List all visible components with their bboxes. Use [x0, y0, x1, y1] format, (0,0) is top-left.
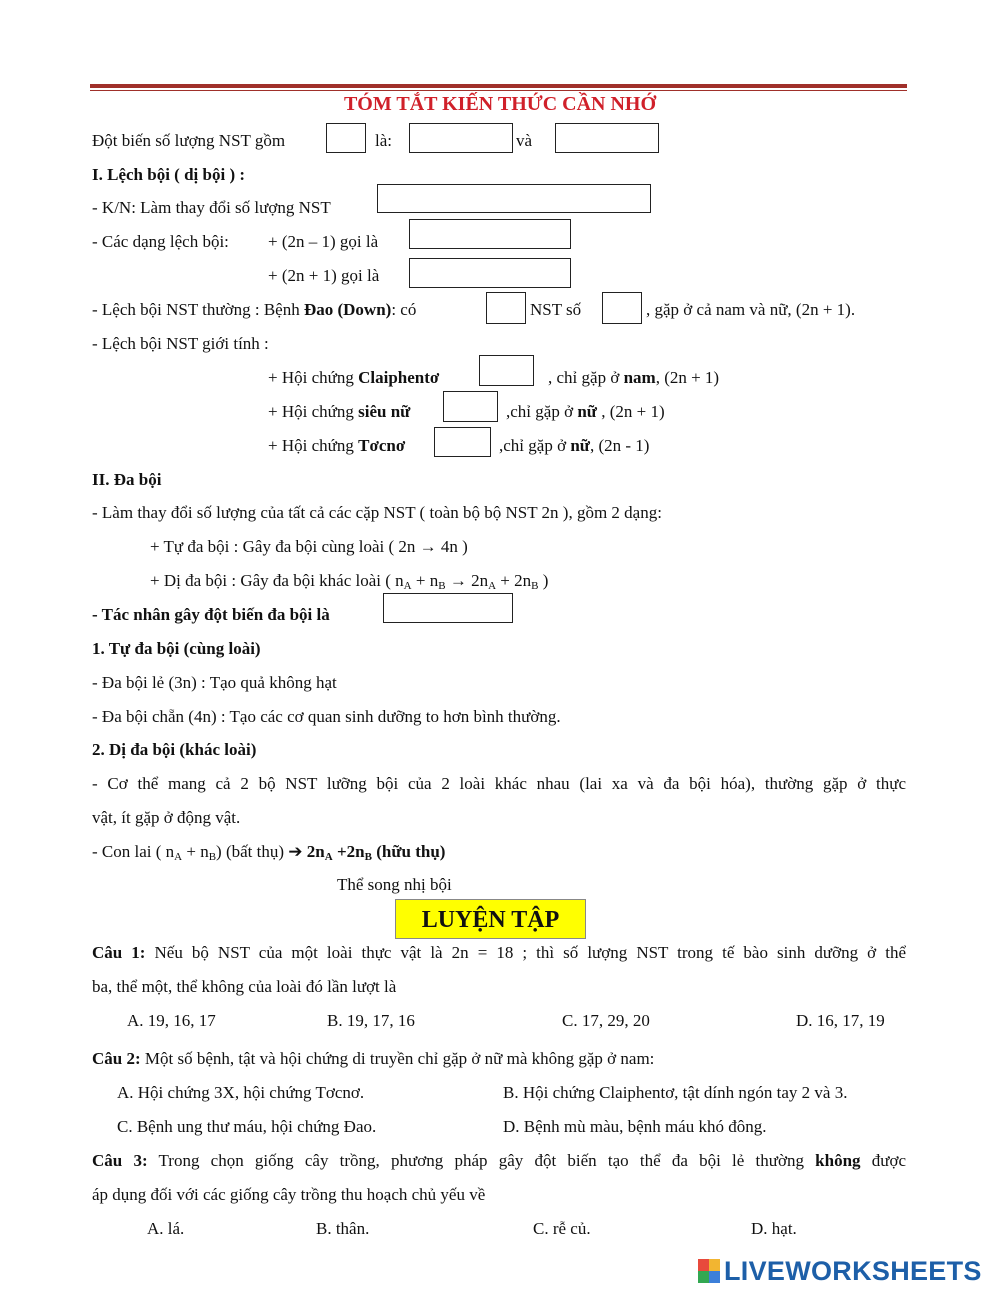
- arrow-icon: →: [445, 571, 472, 590]
- close-paren: ): [538, 571, 549, 590]
- tacnhan-text: - Tác nhân gây đột biến đa bội là: [92, 605, 330, 624]
- plus-2n: + 2n: [496, 571, 532, 590]
- sub-a4: A: [324, 851, 333, 863]
- two-n: 2n: [471, 571, 489, 590]
- cothe-line-2: vật, ít gặp ở động vật.: [92, 808, 241, 827]
- thuong-pre: - Lệch bội NST thường : Bệnh: [92, 300, 304, 319]
- tu-pre: + Tự đa bội : Gây đa bội cùng loài ( 2n: [150, 537, 420, 556]
- liveworksheets-logo-text: LIVEWORKSHEETS: [724, 1256, 982, 1286]
- claiphento-post-a: , chỉ gặp ở: [548, 368, 624, 387]
- di-pre: + Dị đa bội : Gây đa bội khác loài ( n: [150, 571, 404, 590]
- q3-line-1: [92, 1151, 906, 1171]
- plus-n2: + n: [182, 842, 209, 861]
- page-title: TÓM TẮT KIẾN THỨC CẦN NHỚ: [343, 93, 657, 115]
- q1-label: Câu 1:: [92, 943, 146, 962]
- thuong-mid: : có: [391, 300, 417, 319]
- thuong-post-text: , gặp ở cả nam và nữ, (2n + 1).: [646, 300, 856, 319]
- q3-label: Câu 3:: [92, 1151, 148, 1170]
- arrow-icon: →: [419, 537, 437, 556]
- tu-dabo-text: [150, 537, 468, 557]
- q1-option-c[interactable]: C. 17, 29, 20: [562, 1011, 650, 1030]
- kn-text: - K/N: Làm thay đổi số lượng NST: [92, 198, 331, 217]
- sieunu-pre: + Hội chứng: [268, 402, 359, 421]
- tocno-post-a: ,chỉ gặp ở: [499, 436, 571, 455]
- claiphento-post: [548, 368, 719, 388]
- answer-box-2[interactable]: [409, 123, 513, 153]
- sub-b: B: [438, 580, 446, 592]
- header-rule-thick: [90, 84, 907, 88]
- q2-option-c[interactable]: C. Bệnh ung thư máu, hội chứng Đao.: [117, 1117, 377, 1136]
- sub-a3: A: [174, 851, 183, 863]
- tocno-text: [268, 436, 405, 456]
- sieunu-post-c: , (2n + 1): [596, 402, 665, 421]
- answer-box-12[interactable]: [383, 593, 513, 623]
- sub1-heading: 1. Tự đa bội (cùng loài): [92, 639, 261, 658]
- sieunu-post-a: ,chỉ gặp ở: [506, 402, 578, 421]
- q2-option-a[interactable]: A. Hội chứng 3X, hội chứng Tơcnơ.: [117, 1083, 365, 1102]
- logo-square-red: [698, 1259, 709, 1271]
- tu-post: 4n ): [436, 537, 468, 556]
- q1-line-2: ba, thể một, thể không của loài đó lần lượt là: [92, 977, 397, 996]
- tocno-post-c: , (2n - 1): [589, 436, 650, 455]
- two-n-bold2: 2n: [346, 842, 365, 861]
- liveworksheets-logo[interactable]: [698, 1258, 982, 1284]
- q1-option-a[interactable]: A. 19, 16, 17: [127, 1011, 216, 1030]
- q3-option-d[interactable]: D. hạt.: [751, 1219, 797, 1238]
- q1-option-b[interactable]: B. 19, 17, 16: [327, 1011, 415, 1030]
- claiphento-post-b: nam: [623, 368, 656, 387]
- conlai-pre: - Con lai ( n: [92, 842, 175, 861]
- sub-a: A: [403, 580, 412, 592]
- answer-box-6[interactable]: [409, 258, 571, 288]
- q2-line: [92, 1049, 654, 1069]
- claiphento-text: [268, 368, 439, 388]
- dang-label: - Các dạng lệch bội:: [92, 232, 229, 251]
- tocno-bold: Tơcnơ: [358, 436, 406, 455]
- two-n-bold: 2n: [306, 842, 325, 861]
- q3-option-a[interactable]: A. lá.: [147, 1219, 185, 1238]
- claiphento-pre: + Hội chứng: [268, 368, 359, 387]
- q3-text-c: được: [860, 1151, 906, 1170]
- q1-line-1: [92, 943, 906, 963]
- answer-box-7[interactable]: [486, 292, 526, 324]
- conlai-text: - Con lai ( $n_A + n_B$) (bất thụ) ➔ $2n_A +2n_B$ (hữu thụ): [92, 842, 446, 863]
- liveworksheets-logo-icon: [698, 1259, 720, 1283]
- answer-box-4[interactable]: [377, 184, 651, 213]
- conlai-huuthu: (hữu thụ): [371, 842, 446, 861]
- dabo-le-text: - Đa bội lẻ (3n) : Tạo quả không hạt: [92, 673, 337, 692]
- intro-text-la: là:: [375, 131, 392, 150]
- q1-option-d[interactable]: D. 16, 17, 19: [796, 1011, 885, 1030]
- q3-text-a: Trong chọn giống cây trồng, phương pháp gây đột biến tạo thể đa bội lẻ thường: [147, 1151, 816, 1170]
- q2-text: Một số bệnh, tật và hội chứng di truyền chỉ gặp ở nữ mà không gặp ở nam:: [140, 1049, 655, 1068]
- logo-square-blue: [709, 1271, 720, 1283]
- q3-option-c[interactable]: C. rễ củ.: [533, 1219, 591, 1238]
- tocno-post: [499, 436, 649, 456]
- q2-option-d[interactable]: D. Bệnh mù màu, bệnh máu khó đông.: [503, 1117, 767, 1136]
- q3-option-b[interactable]: B. thân.: [316, 1219, 370, 1238]
- claiphento-bold: Claiphentơ: [358, 368, 440, 387]
- dabo-desc: - Làm thay đổi số lượng của tất cả các cặp NST ( toàn bộ bộ NST 2n ), gồm 2 dạng:: [92, 503, 662, 522]
- plus-n: + n: [411, 571, 439, 590]
- sub-a2: A: [488, 580, 497, 592]
- answer-box-1[interactable]: [326, 123, 366, 153]
- sub2-heading: 2. Dị đa bội (khác loài): [92, 740, 257, 759]
- answer-box-8[interactable]: [602, 292, 642, 324]
- thuong-text: [92, 300, 416, 320]
- answer-box-10[interactable]: [443, 391, 498, 422]
- thuong-nst-text: NST số: [530, 300, 582, 319]
- section-1-heading: I. Lệch bội ( dị bội ) :: [92, 165, 246, 184]
- section-2-heading: II. Đa bội: [92, 470, 162, 489]
- intro-text: Đột biến số lượng NST gồm: [92, 131, 286, 150]
- sieunu-post-b: nữ: [577, 402, 597, 421]
- logo-square-yellow: [709, 1259, 720, 1271]
- sieunu-text: [268, 402, 410, 422]
- gioitinh-text: - Lệch bội NST giới tính :: [92, 334, 269, 353]
- cothe-line-1: - Cơ thể mang cả 2 bộ NST lưỡng bội của 2 loài khác nhau (lai xa và đa bội hóa), thường gặp ở thực: [92, 774, 906, 793]
- dabo-chan-text: - Đa bội chẵn (4n) : Tạo các cơ quan sinh dưỡng to hơn bình thường.: [92, 707, 561, 726]
- q1-text-1: Nếu bộ NST của một loài thực vật là 2n = 18 ; thì số lượng NST trong tế bào sinh dưỡng ở thể: [145, 943, 906, 962]
- answer-box-3[interactable]: [555, 123, 659, 153]
- sub-b3: B: [208, 851, 217, 863]
- sub-b4: B: [364, 851, 372, 863]
- thuong-bold: Đao (Down): [303, 300, 392, 319]
- dang-b-text: + (2n + 1) gọi là: [268, 266, 380, 285]
- claiphento-post-c: , (2n + 1): [655, 368, 720, 387]
- di-dabo-text: [150, 571, 548, 591]
- conlai-mid: ) (bất thụ): [216, 842, 289, 861]
- tocno-post-b: nữ: [570, 436, 590, 455]
- arrow-right-icon: ➔: [288, 842, 303, 861]
- song-nhi-boi-text: Thể song nhị bội: [337, 875, 452, 894]
- header-rule-thin: [90, 90, 907, 91]
- answer-box-5[interactable]: [409, 219, 571, 249]
- q2-label: Câu 2:: [92, 1049, 141, 1068]
- dang-a-text: + (2n – 1) gọi là: [268, 232, 379, 251]
- practice-banner: LUYỆN TẬP: [395, 899, 586, 939]
- sieunu-post: [506, 402, 665, 422]
- q2-option-b[interactable]: B. Hội chứng Claiphentơ, tật dính ngón tay 2 và 3.: [503, 1083, 848, 1102]
- q3-line-2: áp dụng đối với các giống cây trồng thu hoạch chủ yếu về: [92, 1185, 486, 1204]
- intro-text-va: và: [516, 131, 533, 150]
- answer-box-9[interactable]: [479, 355, 534, 386]
- sieunu-bold: siêu nữ: [358, 402, 411, 421]
- answer-box-11[interactable]: [434, 427, 491, 457]
- sub-b2: B: [531, 580, 539, 592]
- tocno-pre: + Hội chứng: [268, 436, 359, 455]
- logo-square-green: [698, 1271, 709, 1283]
- q3-text-b: không: [815, 1151, 861, 1170]
